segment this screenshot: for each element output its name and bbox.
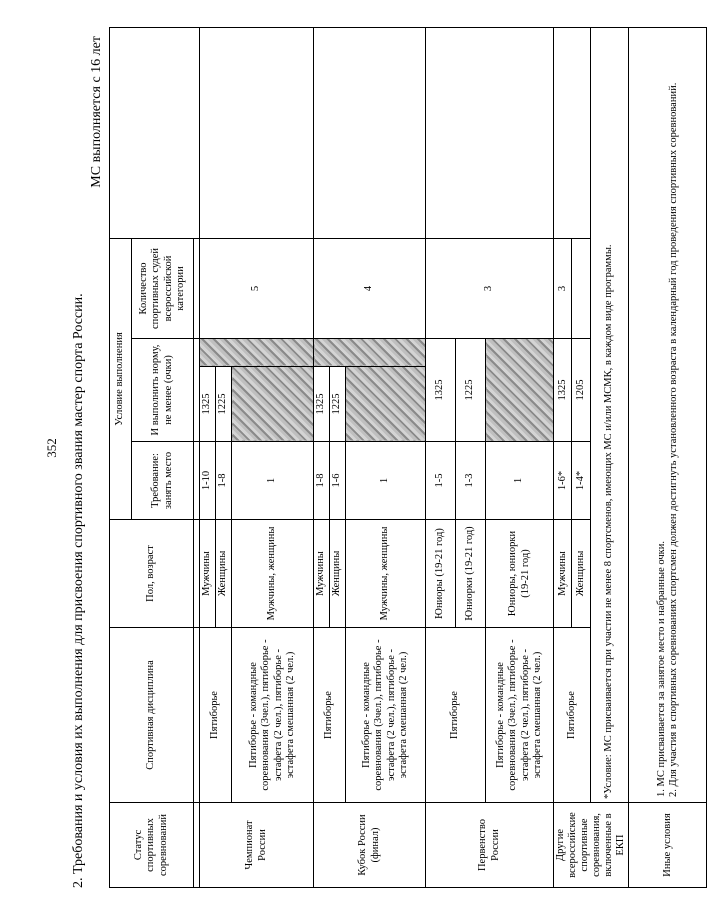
status-champ: Чемпионат России — [200, 803, 314, 888]
youth-women: Юниорки (19-21 год) — [456, 520, 486, 628]
header-sex-age: Пол, возраст — [110, 520, 194, 628]
header-extra — [110, 27, 200, 238]
youth-women-norm: 1225 — [456, 339, 486, 442]
page-number: 352 — [43, 438, 59, 458]
hatch-cell — [200, 339, 314, 367]
hatch-cell — [486, 339, 554, 442]
youth-discipline: Пятиборье — [426, 628, 486, 803]
other-footnote: *Условие: МС присваивается при участии не менее 8 спортсменов, имеющих МС и/или МСМК, в каждом виде программы. — [590, 27, 629, 802]
champ-team-sex: Мужчины, женщины — [232, 520, 314, 628]
hatch-cell — [232, 367, 314, 442]
champ-men-place: 1-10 — [200, 442, 216, 520]
other-discipline: Пятиборье — [554, 628, 591, 803]
rotated-content — [71, 28, 679, 888]
other-women-place: 1-4* — [572, 442, 590, 520]
champ-team-place: 1 — [232, 442, 314, 520]
requirements-table — [109, 27, 707, 888]
empty-cell — [554, 27, 591, 238]
other-judges: 3 — [554, 238, 572, 338]
header-norm: И выполнить норму, не менее (очки) — [132, 339, 194, 442]
cup-men-place: 1-8 — [314, 442, 330, 520]
cup-team-place: 1 — [346, 442, 426, 520]
cup-women-place: 1-6 — [330, 442, 346, 520]
cup-women: Женщины — [330, 520, 346, 628]
other-men: Мужчины — [554, 520, 572, 628]
champ-men-norm: 1325 — [200, 367, 216, 442]
status-other: Другие всероссийские спортивные соревнования, включенные в ЕКП — [554, 803, 629, 888]
hatch-cell — [346, 367, 426, 442]
champ-judges: 5 — [200, 238, 314, 338]
youth-men-norm: 1325 — [426, 339, 456, 442]
youth-men-place: 1-5 — [426, 442, 456, 520]
empty-cell — [426, 27, 554, 238]
cup-women-norm: 1225 — [330, 367, 346, 442]
header-status: Статус спортивных соревнований — [110, 803, 194, 888]
cup-men-norm: 1325 — [314, 367, 330, 442]
youth-women-place: 1-3 — [456, 442, 486, 520]
header-conditions: Условие выполнения — [110, 238, 132, 519]
section-heading: 2. Требования и условия их выполнения для присвоения спортивного звания мастер спорта России. — [71, 293, 86, 888]
champ-discipline: Пятиборье — [200, 628, 232, 803]
header-judges: Количество спортивных судей всероссийской категории — [132, 238, 194, 338]
youth-men: Юниоры (19-21 год) — [426, 520, 456, 628]
champ-women: Женщины — [216, 520, 232, 628]
misc-line-1: 1. МС присваивается за занятое место и набранные очки. — [655, 541, 667, 797]
champ-women-place: 1-8 — [216, 442, 232, 520]
cup-men: Мужчины — [314, 520, 330, 628]
youth-team-place: 1 — [486, 442, 554, 520]
status-misc: Иные условия — [629, 803, 707, 888]
youth-team-discipline: Пятиборье - командные соревнования (3чел.), пятиборье - эстафета (2 чел.), пятиборье - эстафета смешанная (2 чел.) — [486, 628, 554, 803]
status-youth: Первенство России — [426, 803, 554, 888]
other-women-norm: 1205 — [572, 339, 590, 442]
cup-team-sex: Мужчины, женщины — [346, 520, 426, 628]
misc-line-2: 2. Для участия в спортивных соревнованиях спортсмен должен достигнуть установленного возраста в календарный год проведения спортивных соревнований. — [667, 82, 679, 797]
header-discipline: Спортивная дисциплина — [110, 628, 194, 803]
header-place: Требование: занять место — [132, 442, 194, 520]
status-cup: Кубок России (финал) — [314, 803, 426, 888]
ms-age-note: МС выполняется с 16 лет — [89, 36, 104, 188]
youth-judges: 3 — [426, 238, 554, 338]
empty-cell — [314, 27, 426, 238]
cup-judges: 4 — [314, 238, 426, 338]
champ-team-discipline: Пятиборье - командные соревнования (3чел.), пятиборье - эстафета (2 чел.), пятиборье - эстафета смешанная (2 чел.) — [232, 628, 314, 803]
other-men-place: 1-6* — [554, 442, 572, 520]
other-men-norm: 1325 — [554, 339, 572, 442]
misc-conditions — [629, 27, 707, 802]
champ-men: Мужчины — [200, 520, 216, 628]
other-women: Женщины — [572, 520, 590, 628]
empty-cell — [572, 238, 590, 338]
youth-team-sex: Юниоры, юниорки (19-21 год) — [486, 520, 554, 628]
empty-cell — [200, 27, 314, 238]
cup-team-discipline: Пятиборье - командные соревнования (3чел.), пятиборье - эстафета (2 чел.), пятиборье - эстафета смешанная (2 чел.) — [346, 628, 426, 803]
champ-women-norm: 1225 — [216, 367, 232, 442]
cup-discipline: Пятиборье — [314, 628, 346, 803]
hatch-cell — [314, 339, 426, 367]
